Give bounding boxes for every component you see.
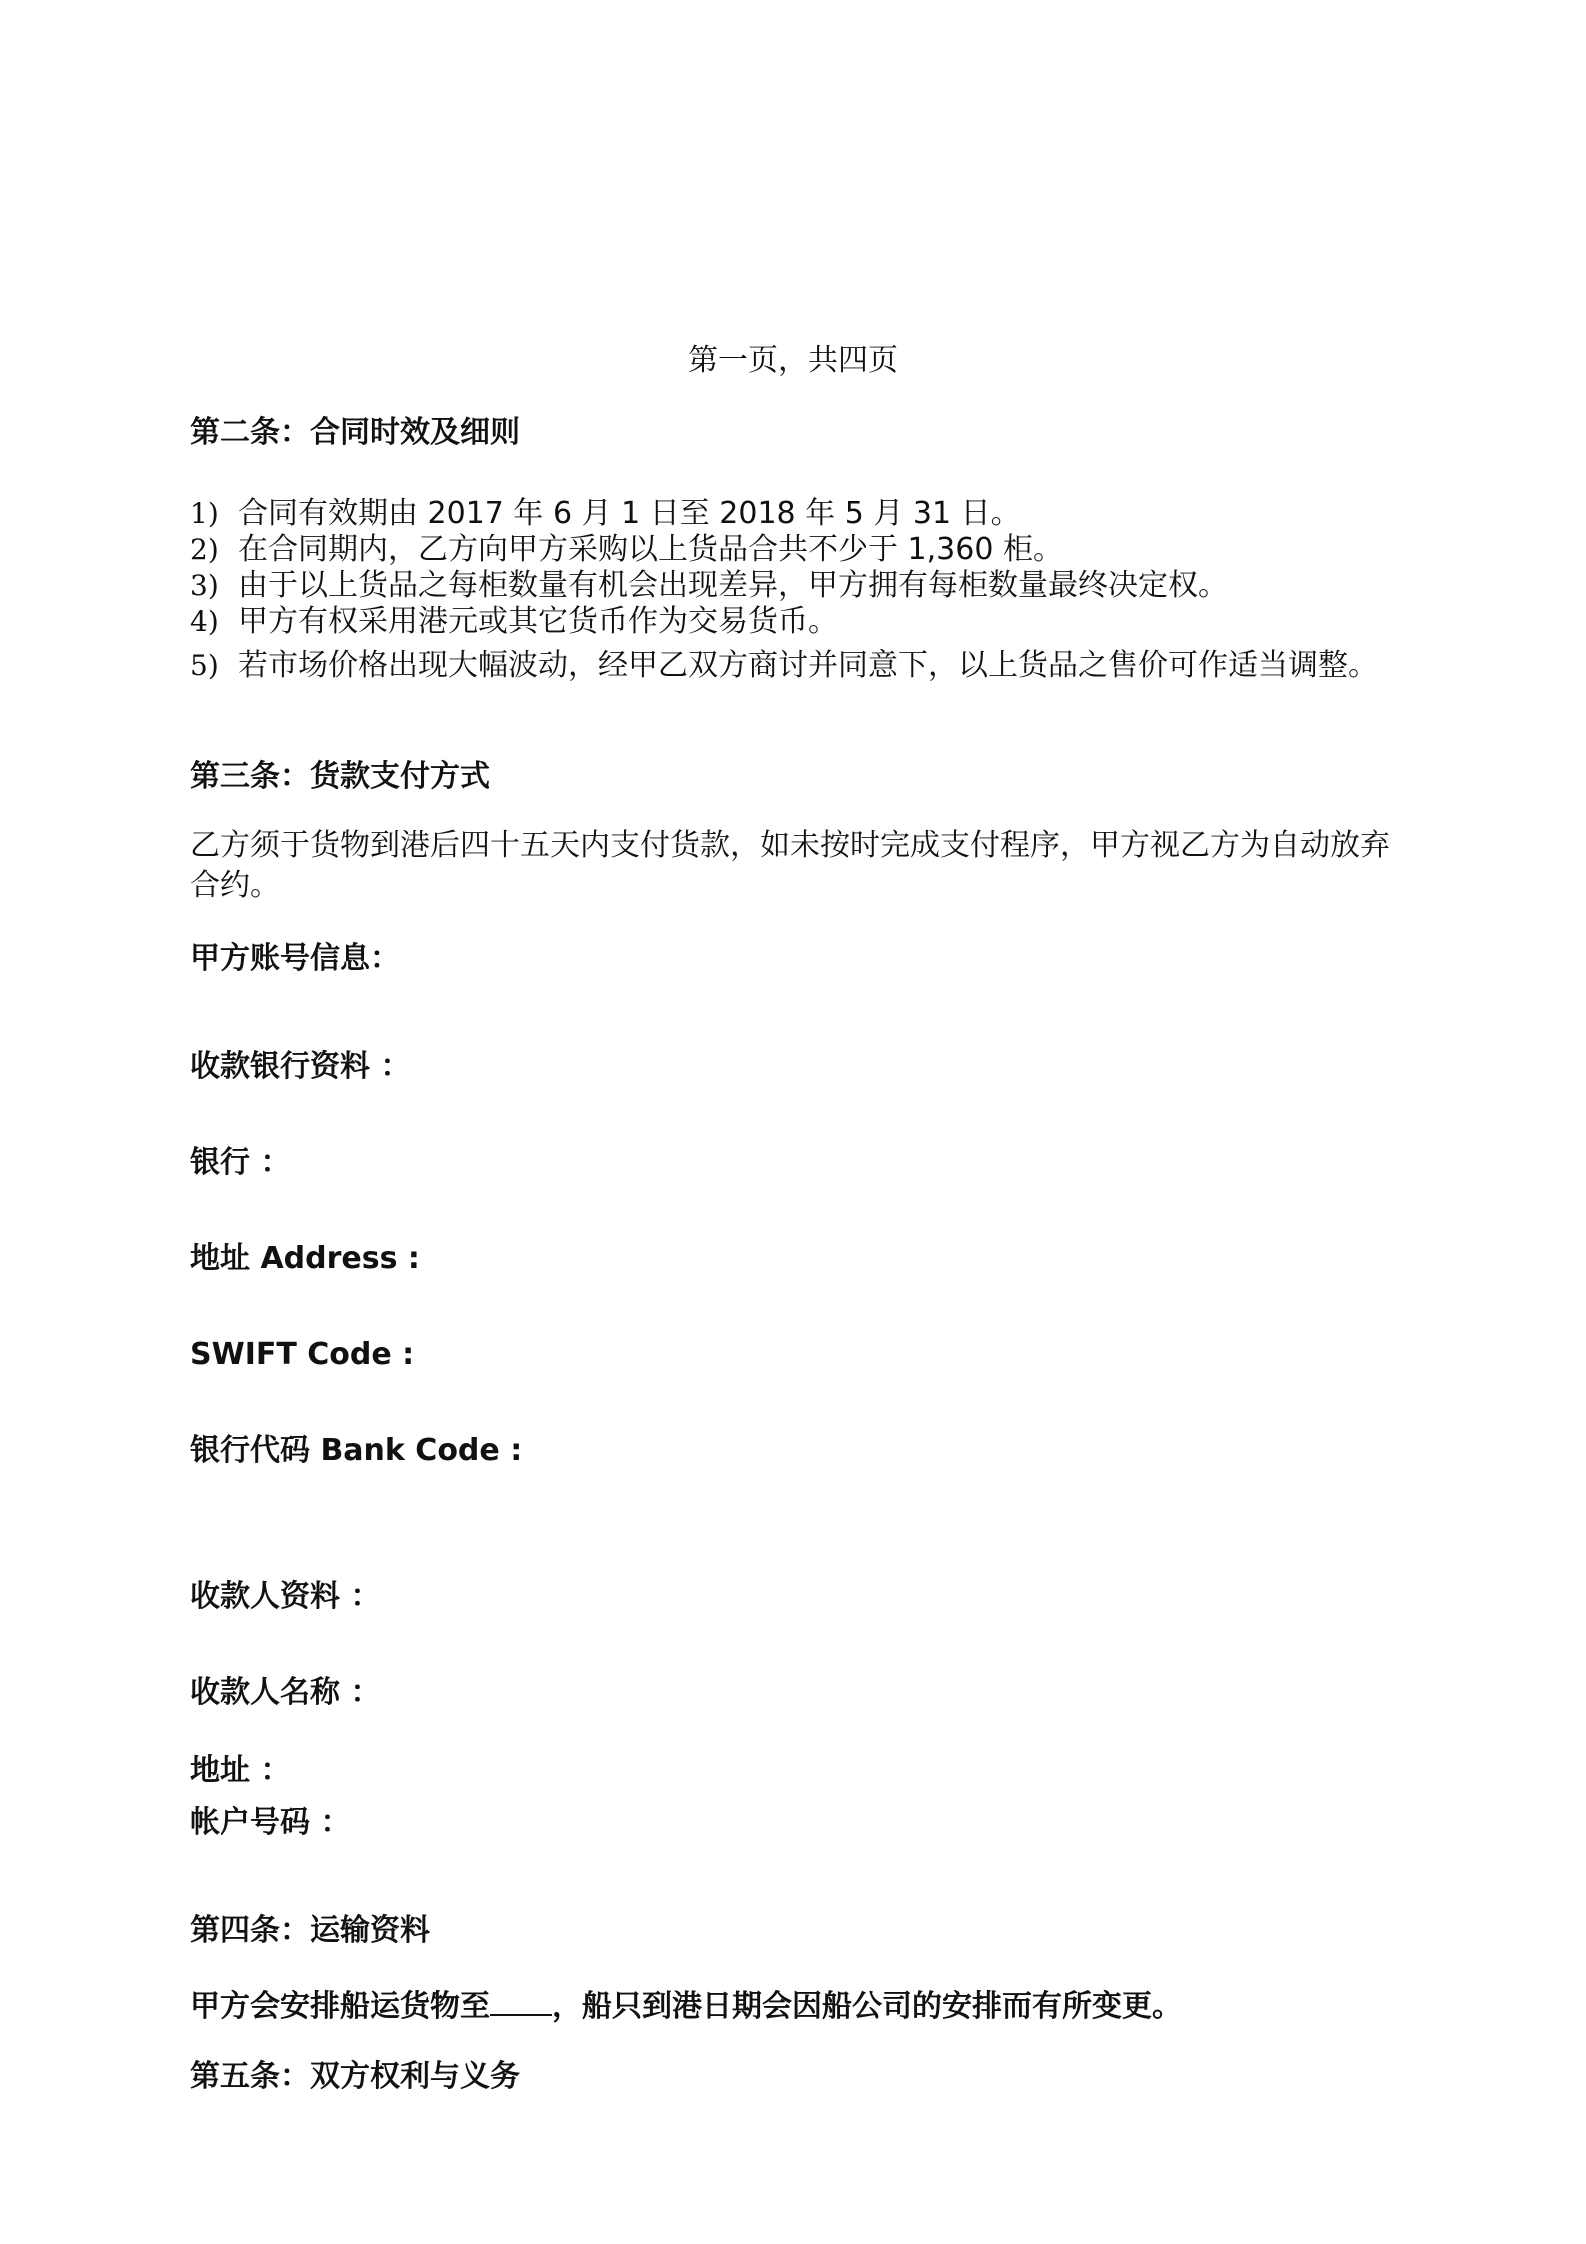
shipping-paragraph: [190, 1988, 1182, 2026]
payment-paragraph: 乙方须于货物到港后四十五天内支付货款，如未按时完成支付程序，甲方视乙方为自动放弃合约。: [190, 828, 1390, 903]
destination-blank: [490, 1990, 552, 2016]
account-number-label: 帐户号码 ：: [190, 1805, 351, 1840]
payee-name-label: 收款人名称 ：: [190, 1675, 381, 1710]
list-item-text: 若市场价格出现大幅波动，经甲乙双方商讨并同意下，以上货品之售价可作适当调整。: [238, 648, 1378, 683]
article-5-heading: 第五条：双方权利与义务: [190, 2059, 520, 2094]
bank-code-label: 银行代码 Bank Code :: [190, 1433, 523, 1468]
shipping-paragraph-end: ，船只到港日期会因船公司的安排而有所变更。: [552, 1989, 1182, 2024]
bank-label: 银行 ：: [190, 1145, 291, 1180]
list-item-text: 合同有效期由 2017 年 6 月 1 日至 2018 年 5 月 31 日。: [238, 496, 1021, 531]
address-label: 地址 Address :: [190, 1241, 420, 1276]
list-item-number: 5): [190, 649, 219, 682]
bank-info-label: 收款银行资料 ：: [190, 1049, 411, 1084]
list-item-number: 2): [190, 533, 219, 566]
list-item-text: 甲方有权采用港元或其它货币作为交易货币。: [238, 604, 838, 639]
article-2-heading: 第二条：合同时效及细则: [190, 415, 520, 450]
list-item-text: 在合同期内，乙方向甲方采购以上货品合共不少于 1,360 柜。: [238, 532, 1063, 567]
shipping-paragraph-start: 甲方会安排船运货物至: [190, 1989, 490, 2024]
list-item-number: 3): [190, 569, 219, 602]
payee-info-label: 收款人资料 ：: [190, 1579, 381, 1614]
list-item-text: 由于以上货品之每柜数量有机会出现差异，甲方拥有每柜数量最终决定权。: [238, 568, 1228, 603]
payee-address-label: 地址 ：: [190, 1753, 291, 1788]
list-item-number: 1): [190, 497, 219, 530]
page-label: 第一页，共四页: [688, 343, 898, 378]
swift-code-label: SWIFT Code :: [190, 1337, 415, 1372]
list-item-number: 4): [190, 605, 219, 638]
article-3-heading: 第三条：货款支付方式: [190, 759, 490, 794]
article-4-heading: 第四条：运输资料: [190, 1913, 430, 1948]
account-info-label: 甲方账号信息：: [190, 941, 400, 976]
